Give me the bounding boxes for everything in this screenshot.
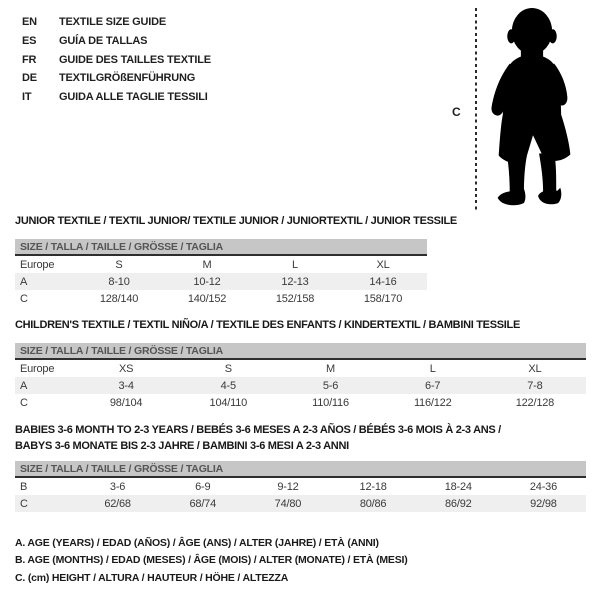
height-cell: 104/110 — [209, 396, 248, 409]
guide-title: TEXTILGRÖßENFÜHRUNG — [59, 72, 196, 85]
row-label: A — [20, 379, 28, 392]
table-row — [15, 290, 427, 307]
height-cell: 116/122 — [413, 396, 452, 409]
size-header-bar: SIZE / TALLA / TAILLE / GRÖSSE / TAGLIA — [15, 239, 427, 256]
age-cell: 14-16 — [369, 275, 397, 288]
babies-table-heading — [15, 422, 590, 454]
children-size-table — [15, 343, 586, 411]
language-row — [22, 69, 211, 88]
language-row — [22, 32, 211, 51]
table-row — [15, 495, 586, 512]
height-cell: 80/86 — [359, 497, 387, 510]
babies-heading-line2: BABYS 3-6 MONATE BIS 2-3 JAHRE / BAMBINI 3-6 MESI A 2-3 ANNI — [15, 440, 349, 453]
language-row — [22, 13, 211, 32]
height-cell: 68/74 — [189, 497, 217, 510]
height-marker-label: C — [452, 105, 461, 119]
language-row — [22, 88, 211, 107]
babies-size-table — [15, 461, 586, 512]
table-row — [15, 360, 586, 377]
age-cell: 7-8 — [527, 379, 543, 392]
height-cell: 158/170 — [363, 292, 403, 305]
legend-note-b: B. AGE (MONTHS) / EDAD (MESES) / ÂGE (MOIS) / ALTER (MONATE) / ETÀ (MESI) — [15, 554, 408, 567]
language-row — [22, 50, 211, 69]
height-cell: 62/68 — [104, 497, 131, 510]
babies-heading-line1: BABIES 3-6 MONTH TO 2-3 YEARS / BEBÉS 3-6 MESES A 2-3 AÑOS / BÉBÉS 3-6 MOIS À 2-3 ANS / — [15, 424, 501, 436]
guide-title: TEXTILE SIZE GUIDE — [59, 16, 167, 29]
height-cell: 128/140 — [99, 292, 139, 305]
language-code: FR — [22, 53, 37, 66]
language-title-list — [22, 13, 211, 106]
children-table-heading: CHILDREN'S TEXTILE / TEXTIL NIÑO/A / TEXTILE DES ENFANTS / KINDERTEXTIL / BAMBINI TESSILE — [15, 319, 520, 331]
age-cell: 8-10 — [108, 275, 130, 288]
table-row — [15, 256, 427, 273]
size-cell: XL — [376, 258, 390, 271]
age-cell: 6-7 — [425, 379, 441, 392]
size-header-bar: SIZE / TALLA / TAILLE / GRÖSSE / TAGLIA — [15, 343, 586, 360]
language-code: ES — [22, 35, 37, 48]
size-cell: L — [292, 258, 298, 271]
age-cell: 9-12 — [277, 480, 299, 493]
table-row — [15, 377, 586, 394]
legend-note-a: A. AGE (YEARS) / EDAD (AÑOS) / ÂGE (ANS) / ALTER (JAHRE) / ETÀ (ANNI) — [15, 536, 379, 549]
height-cell: 110/116 — [312, 396, 349, 409]
age-cell: 3-4 — [118, 379, 134, 392]
baby-silhouette-icon — [487, 6, 579, 208]
size-cell: XL — [528, 362, 542, 375]
height-cell: 122/128 — [515, 396, 555, 409]
table-row — [15, 394, 586, 411]
age-cell: 5-6 — [322, 379, 339, 392]
size-cell: M — [202, 258, 212, 271]
guide-title: GUIDA ALLE TAGLIE TESSILI — [59, 91, 208, 104]
junior-table-heading: JUNIOR TEXTILE / TEXTIL JUNIOR/ TEXTILE JUNIOR / JUNIORTEXTIL / JUNIOR TESSILE — [15, 215, 457, 227]
age-cell: 12-18 — [359, 480, 387, 493]
size-cell: L — [429, 362, 436, 375]
legend-note-c: C. (cm) HEIGHT / ALTURA / HAUTEUR / HÖHE / ALTEZZA — [15, 571, 289, 584]
height-cell: 98/104 — [109, 396, 143, 409]
age-cell: 6-9 — [195, 480, 211, 493]
size-cell: M — [326, 362, 335, 375]
size-cell: S — [224, 362, 232, 375]
age-cell: 12-13 — [281, 275, 309, 288]
height-cell: 152/158 — [275, 292, 315, 305]
junior-size-table — [15, 239, 427, 307]
height-cell: 92/98 — [530, 497, 557, 510]
height-measure-dotted-line — [475, 8, 477, 210]
table-row — [15, 478, 586, 495]
height-cell: 74/80 — [274, 497, 302, 510]
size-cell: S — [115, 258, 123, 271]
age-cell: 3-6 — [109, 480, 126, 493]
row-label: A — [20, 275, 28, 288]
row-label: Europe — [20, 258, 55, 271]
height-cell: 140/152 — [187, 292, 227, 305]
guide-title: GUÍA DE TALLAS — [59, 35, 148, 48]
legend-notes — [15, 534, 408, 587]
age-cell: 18-24 — [444, 480, 472, 493]
row-label: B — [20, 480, 28, 493]
row-label: C — [20, 497, 28, 510]
row-label: C — [20, 396, 28, 409]
height-cell: 86/92 — [445, 497, 472, 510]
table-row — [15, 273, 427, 290]
language-code: DE — [22, 72, 37, 85]
age-cell: 10-12 — [193, 275, 221, 288]
age-cell: 4-5 — [220, 379, 236, 392]
language-code: EN — [22, 16, 37, 29]
language-code: IT — [22, 91, 32, 104]
guide-title: GUIDE DES TAILLES TEXTILE — [59, 53, 211, 66]
age-cell: 24-36 — [529, 480, 558, 493]
row-label: C — [20, 292, 28, 305]
row-label: Europe — [20, 362, 55, 375]
size-cell: XS — [118, 362, 134, 375]
size-header-bar: SIZE / TALLA / TAILLE / GRÖSSE / TAGLIA — [15, 461, 586, 478]
